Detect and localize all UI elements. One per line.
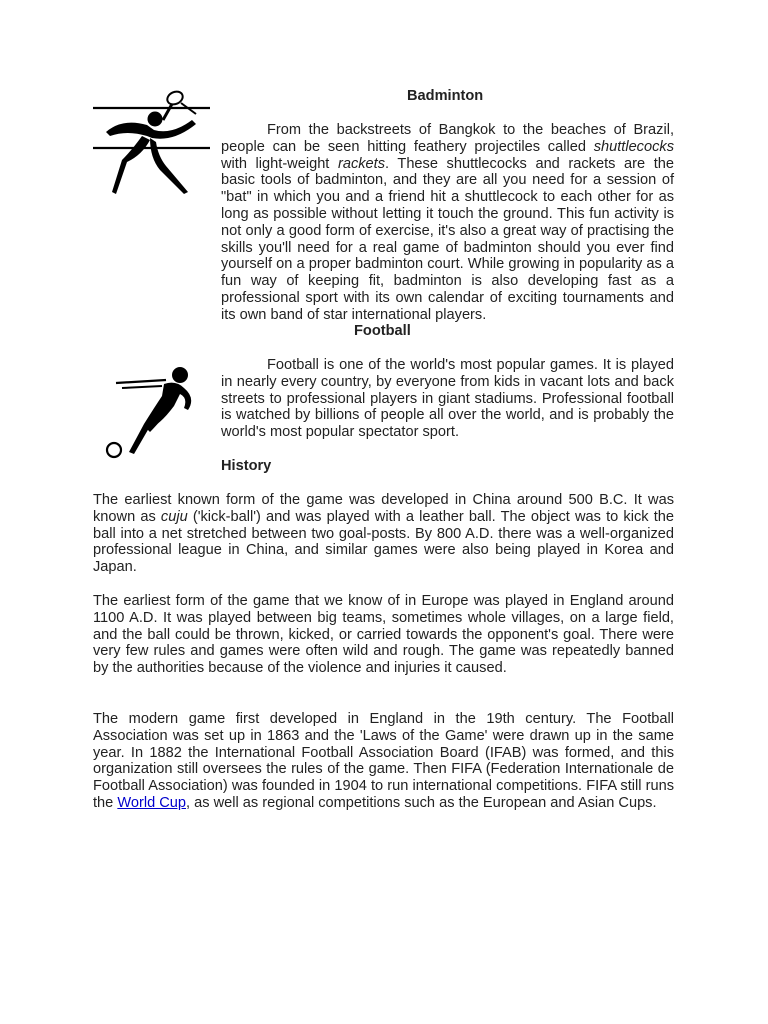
shuttlecocks-term: shuttlecocks [593, 138, 674, 155]
badminton-paragraph: From the backstreets of Bangkok to the beaches of Brazil, people can be seen hitting feathery projectiles called shuttlecocks with light-weight rackets. These shuttlecocks and rackets are the basic tools of badminton, and they are all you need for a session of "bat" in which you and a friend hit a shuttlecock to each other for as long as possible without letting it touch the ground. This fun activity is not only a good form of exercise, it's also a great way of practising the skills you'll need for a real game of badminton should you ever find yourself on a proper badminton court. While growing in popularity as a fun way of keeping fit, badminton is also developing fast as a professional sport with its own calendar of exciting tournaments and its own band of star international players. [221, 122, 674, 323]
rackets-term: rackets [337, 155, 386, 172]
world-cup-link[interactable]: World Cup [117, 794, 187, 811]
cuju-term: cuju [160, 508, 188, 525]
history-paragraph-1: The earliest known form of the game was developed in China around 500 B.C. It was known as cuju ('kick-ball') and was played with a leather ball. The object was to kick the ball into a net stretched between two goal-posts. By 800 A.D. there was a well-organized professional league in China, and similar games were also being played in Korea and Japan. [93, 492, 675, 576]
history-paragraph-2: The earliest form of the game that we know of in Europe was played in England around 1100 A.D. It was played between big teams, sometimes whole villages, on a large field, and the ball could be thrown, kicked, or carried towards the opponent's goal. There were very few rules and games were often wild and rough. The game was repeatedly banned by the authorities because of the violence and injuries it caused. [93, 593, 674, 677]
football-pictogram-icon [104, 366, 204, 460]
history-title: History [221, 458, 272, 474]
history-paragraph-3: The modern game first developed in England in the 19th century. The Football Association was set up in 1863 and the 'Laws of the Game' were drawn up in the same year. In 1882 the International Football Association Board (IFAB) was formed, and this organization still oversees the rules of the game. Then FIFA (Federation Internationale de Football Association) was founded in 1904 to run international competitions. FIFA still runs the World Cup, as well as regional competitions such as the European and Asian Cups. [93, 711, 674, 811]
football-title: Football [354, 323, 411, 339]
badminton-title: Badminton [407, 88, 484, 104]
badminton-pictogram-icon [92, 90, 212, 196]
football-intro-paragraph: Football is one of the world's most popular games. It is played in nearly every country, by everyone from kids in vacant lots and back streets to professional players in giant stadiums. Professional football is watched by billions of people all over the world, and is probably the world's most popular spectator sport. [221, 357, 674, 441]
